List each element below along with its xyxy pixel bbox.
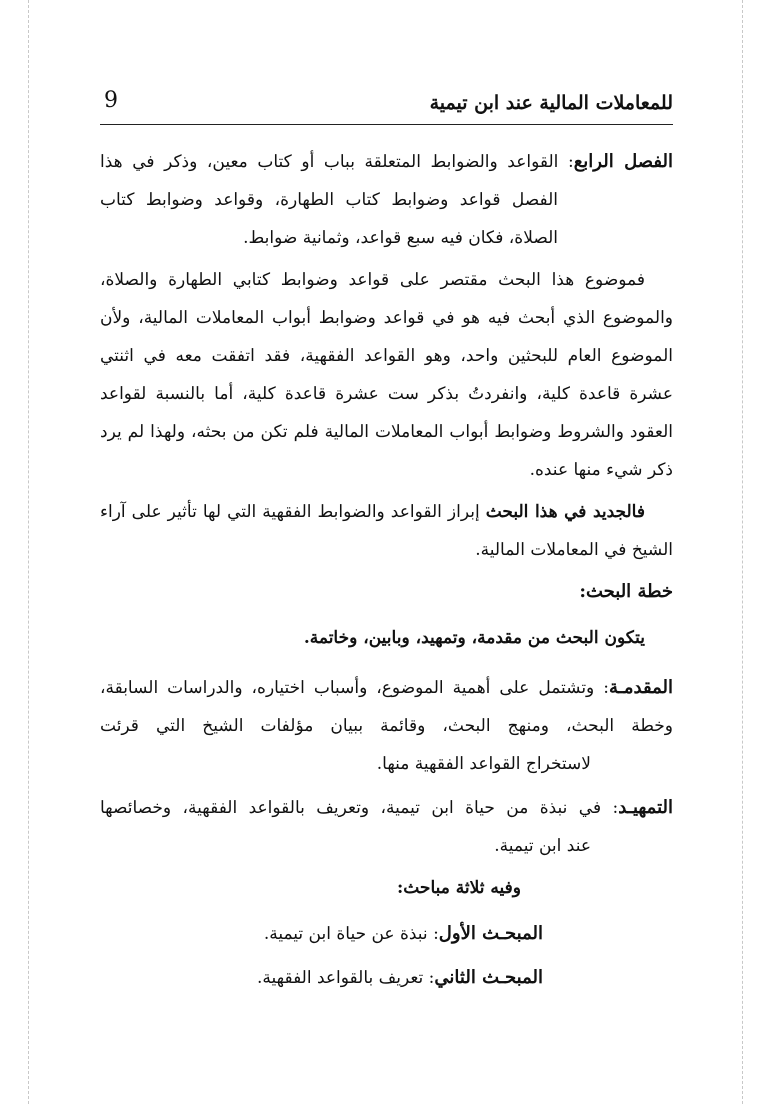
scope-line-3: الموضوع العام للبحثين واحد، وهو القواعد الفقهية، فقد اتفقت معه في اثنتي xyxy=(100,346,673,366)
scope-line-5: العقود والشروط وضوابط أبواب المعاملات المالية فلم تكن من بحثه، ولهذا لم يرد xyxy=(100,422,673,442)
new-line-2: الشيخ في المعاملات المالية. xyxy=(475,540,673,560)
muqaddima-line-2: وخطة البحث، ومنهج البحث، وقائمة ببيان مؤلفات الشيخ التي قرئت xyxy=(100,716,673,736)
tamhid-line-1 xyxy=(100,794,673,822)
scope-line-4: عشرة قاعدة كلية، وانفردتُ بذكر ست عشرة قاعدة كلية، أما بالنسبة لقواعد xyxy=(100,384,673,404)
mabhath-1-text: : نبذة عن حياة ابن تيمية. xyxy=(263,924,439,944)
scope-line-2: والموضوع الذي أبحث فيه هو في قواعد وضوابط أبواب المعاملات المالية، ولأن xyxy=(100,308,673,328)
chapter4-label: الفصل الرابع xyxy=(573,151,673,172)
chapter4-line-2: الفصل قواعد وضوابط كتاب الطهارة، وقواعد وضوابط كتاب xyxy=(100,190,558,210)
tamhid-subheading: وفيه ثلاثة مباحث: xyxy=(396,878,521,898)
mabhath-2-text: : تعريف بالقواعد الفقهية. xyxy=(256,968,435,988)
running-title: للمعاملات المالية عند ابن تيمية xyxy=(429,92,673,114)
scope-line-6: ذكر شيء منها عنده. xyxy=(529,460,673,480)
tamhid-label: التمهيـد xyxy=(618,797,673,818)
mabhath-1 xyxy=(100,920,543,948)
chapter4-text-1: : القواعد والضوابط المتعلقة بباب أو كتاب معين، وذكر في هذا xyxy=(100,152,574,172)
mabhath-1-label: المبحـث الأول xyxy=(438,923,543,944)
page-number: 9 xyxy=(104,88,118,113)
plan-heading: خطة البحث: xyxy=(579,581,673,602)
book-page xyxy=(100,0,673,1104)
running-header xyxy=(100,88,673,125)
scan-edge-right xyxy=(742,0,743,1104)
new-line-1 xyxy=(100,498,645,526)
new-text-1: إبراز القواعد والضوابط الفقهية التي لها تأثير على آراء xyxy=(100,502,486,522)
mabhath-2 xyxy=(100,964,543,992)
plan-intro: يتكون البحث من مقدمة، وتمهيد، وبابين، وخاتمة. xyxy=(303,628,645,648)
chapter4-line-1 xyxy=(100,148,673,176)
tamhid-text-1: : في نبذة من حياة ابن تيمية، وتعريف بالقواعد الفقهية، وخصائصها xyxy=(100,798,619,818)
muqaddima-text-1: : وتشتمل على أهمية الموضوع، وأسباب اختياره، والدراسات السابقة، xyxy=(100,678,609,698)
muqaddima-line-1 xyxy=(100,674,673,702)
chapter4-line-3: الصلاة، فكان فيه سبع قواعد، وثمانية ضوابط. xyxy=(243,228,558,248)
tamhid-line-2: عند ابن تيمية. xyxy=(494,836,591,856)
scan-edge-left xyxy=(28,0,29,1104)
new-lead: فالجديد في هذا البحث xyxy=(485,502,645,522)
muqaddima-label: المقدمـة xyxy=(608,677,673,698)
muqaddima-line-3: لاستخراج القواعد الفقهية منها. xyxy=(376,754,591,774)
mabhath-2-label: المبحـث الثاني xyxy=(434,967,543,988)
scope-line-1: فموضوع هذا البحث مقتصر على قواعد وضوابط كتابي الطهارة والصلاة، xyxy=(100,270,645,290)
